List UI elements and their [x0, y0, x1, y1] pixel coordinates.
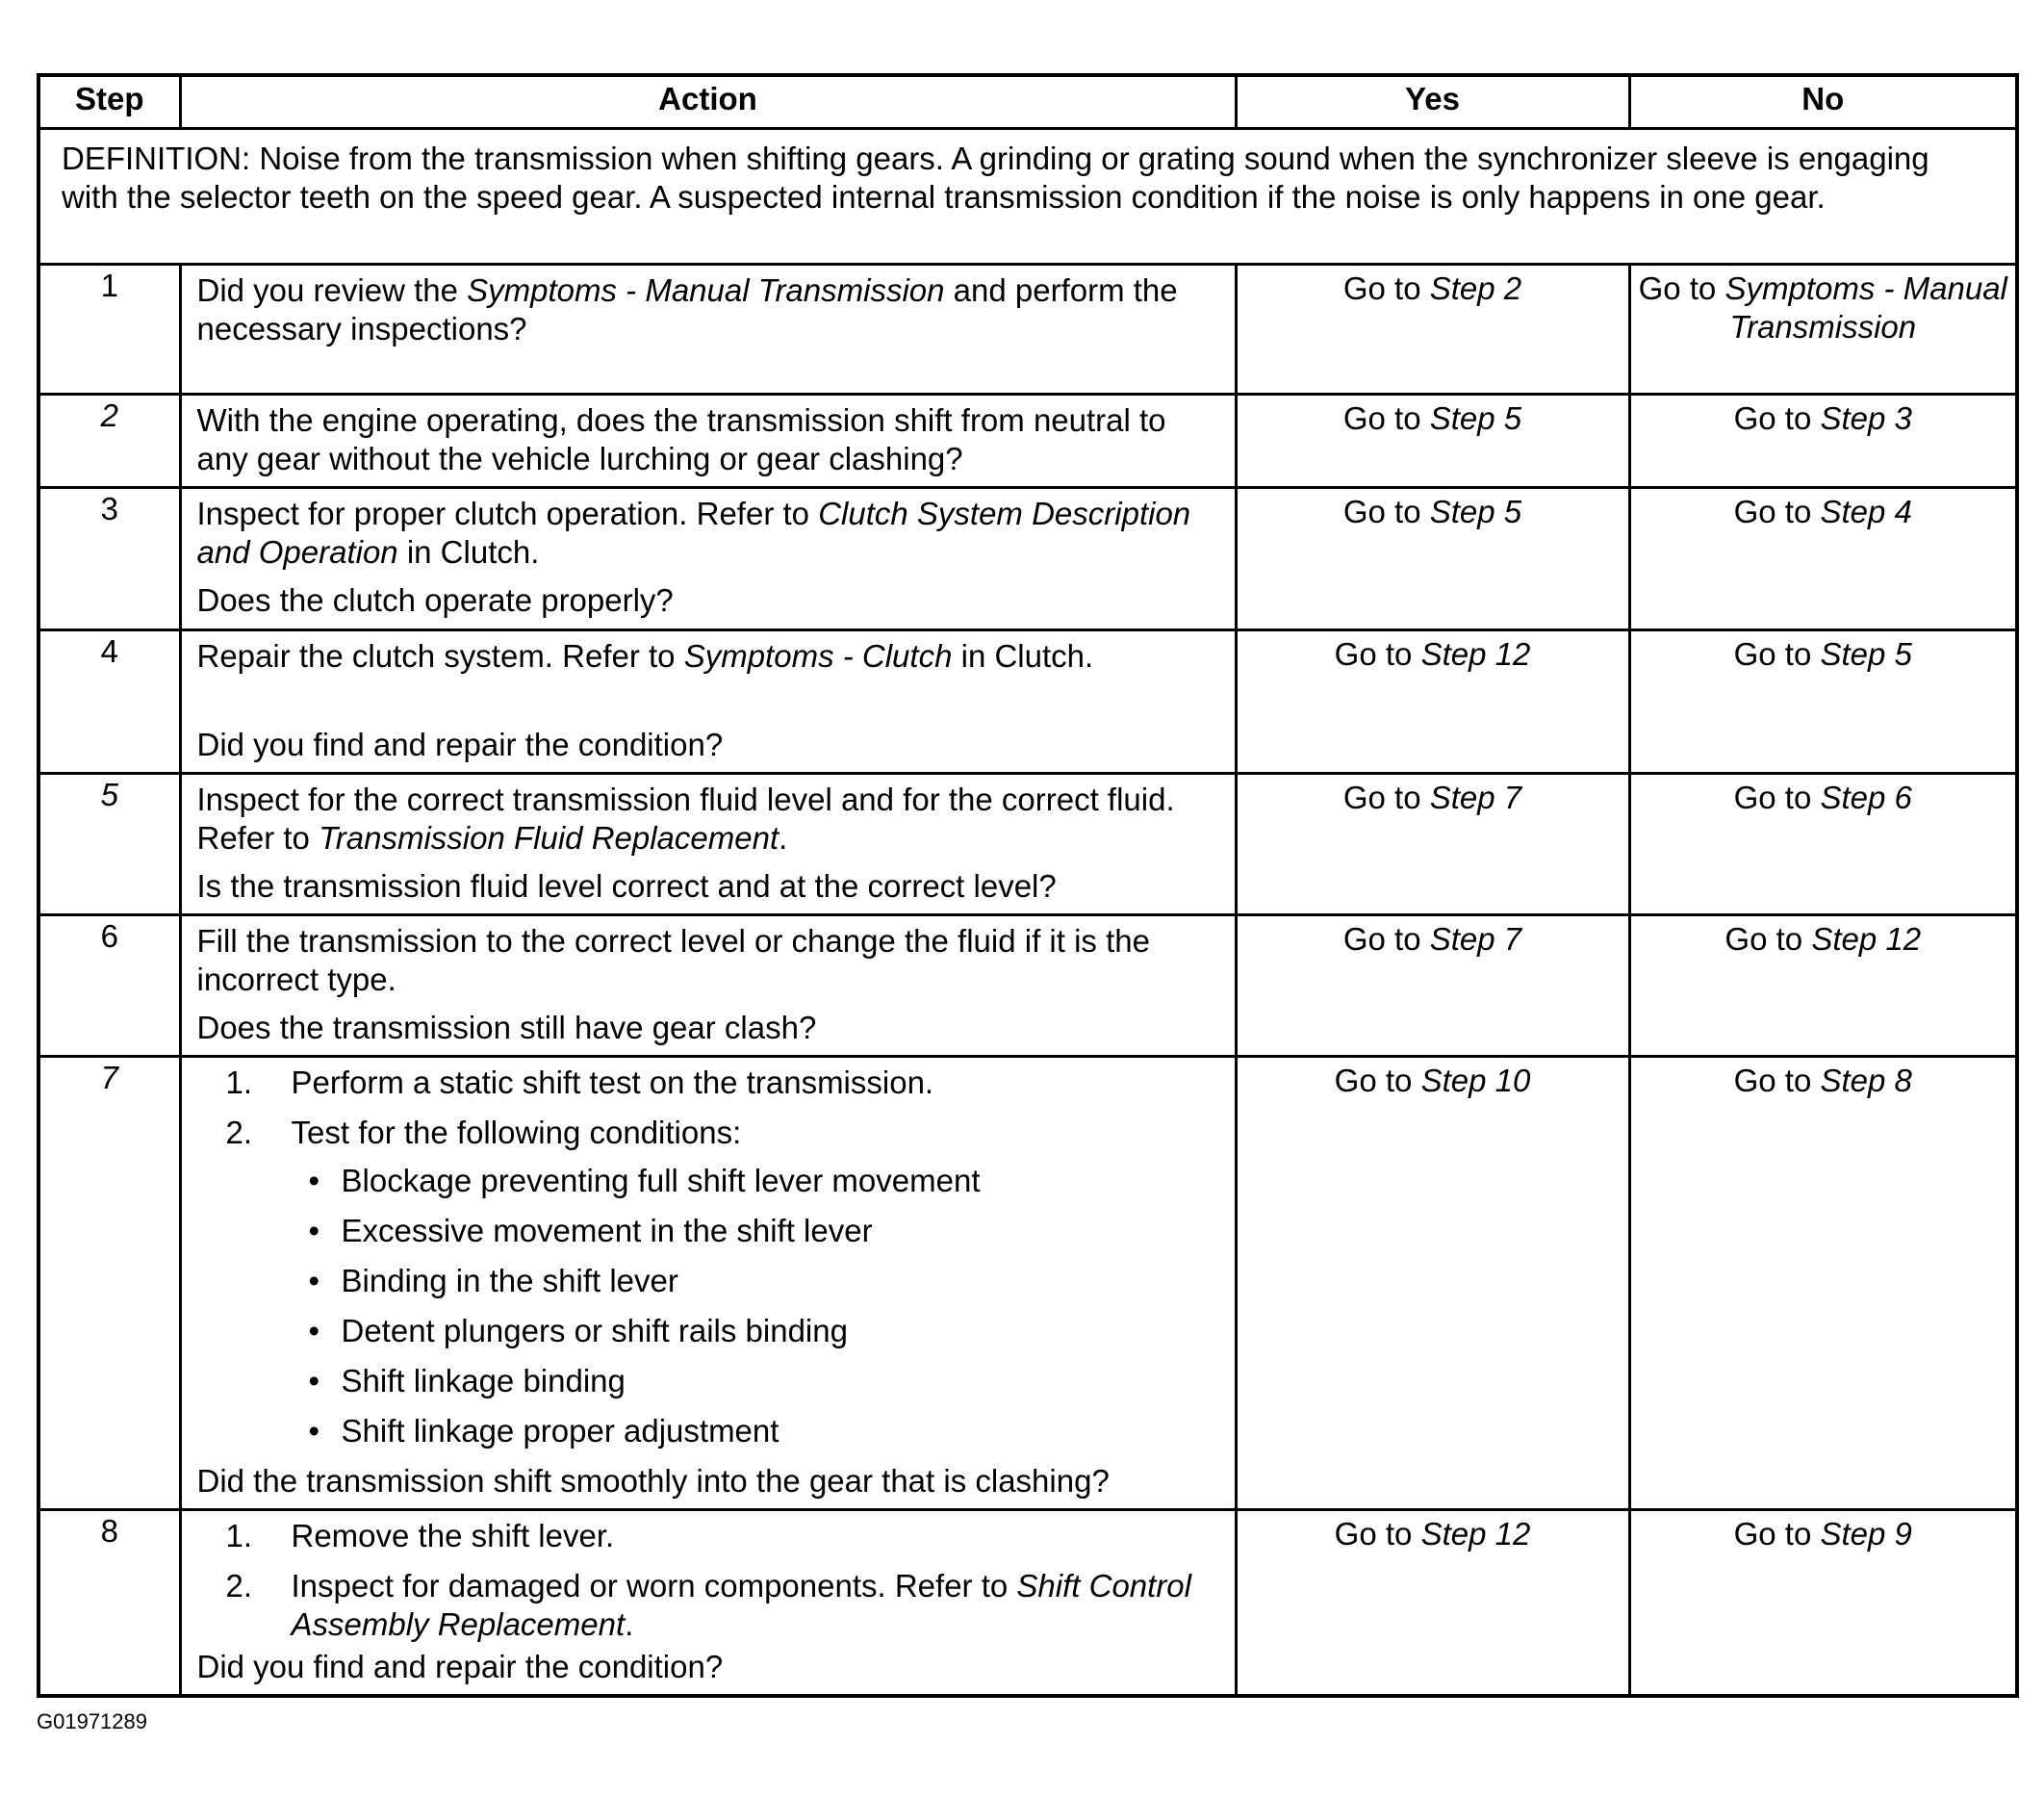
- condition-text: Shift linkage binding: [341, 1363, 626, 1398]
- step-index: 1.: [225, 1065, 253, 1100]
- step-index: 1.: [225, 1518, 253, 1553]
- procedure-step: [197, 1567, 1225, 1644]
- action-cell: [180, 265, 1236, 395]
- no-target: Step 3: [1820, 400, 1912, 436]
- figure-id: G01971289: [37, 1709, 147, 1733]
- condition-item: [292, 1162, 1225, 1200]
- yes-cell: [1236, 774, 1629, 915]
- table-row-step-6: [38, 915, 2017, 1057]
- go-to-label: Go to: [1638, 270, 1725, 306]
- action-cell: [180, 630, 1236, 774]
- action-text: [197, 637, 1225, 676]
- definition-row: [38, 129, 2017, 265]
- go-to-label: Go to: [1342, 494, 1430, 529]
- question-text: Does the transmission still have gear clash?: [196, 1010, 817, 1045]
- yes-cell: [1236, 630, 1629, 774]
- question-text: Is the transmission fluid level correct and at the correct level?: [196, 868, 1057, 904]
- action-cell: [180, 915, 1236, 1057]
- procedure-text: Inspect for damaged or worn components. Refer to: [291, 1568, 1017, 1604]
- action-cell: [180, 395, 1236, 488]
- yes-target: Step 12: [1420, 636, 1531, 672]
- no-cell: [1629, 1057, 2017, 1510]
- action-text: [197, 495, 1225, 572]
- yes-target: Step 12: [1420, 1516, 1531, 1552]
- go-to-label: Go to: [1733, 780, 1821, 815]
- condition-text: Blockage preventing full shift lever movement: [341, 1163, 981, 1198]
- no-cell: [1629, 915, 2017, 1057]
- step-number: 2: [38, 395, 180, 488]
- procedure-text: Perform a static shift test on the transmission.: [291, 1065, 934, 1100]
- go-to-label: Go to: [1733, 400, 1821, 436]
- text-segment: .: [779, 820, 788, 856]
- condition-text: Excessive movement in the shift lever: [341, 1213, 873, 1248]
- go-to-label: Go to: [1334, 636, 1421, 672]
- no-target: Step 6: [1820, 780, 1912, 815]
- no-cell: [1629, 1510, 2017, 1697]
- reference-link: Symptoms - Manual Transmission: [467, 272, 945, 308]
- yes-target: Step 5: [1429, 400, 1522, 436]
- step-number: 4: [38, 630, 180, 774]
- condition-item: [292, 1362, 1225, 1400]
- text-segment: .: [625, 1606, 634, 1642]
- go-to-label: Go to: [1334, 1063, 1421, 1098]
- procedure-text: Test for the following conditions:: [291, 1115, 742, 1150]
- text-segment: in Clutch.: [952, 638, 1094, 674]
- procedure-step: [197, 1064, 1225, 1102]
- question-text: Did the transmission shift smoothly into the gear that is clashing?: [196, 1463, 1110, 1499]
- action-text: [197, 781, 1225, 858]
- yes-target: Step 5: [1429, 494, 1522, 529]
- no-cell: [1629, 774, 2017, 915]
- text-segment: Inspect for proper clutch operation. Refer to: [196, 496, 819, 531]
- header-yes: Yes: [1236, 75, 1629, 129]
- step-index: 2.: [225, 1115, 253, 1150]
- question-text: With the engine operating, does the transmission shift from neutral to any gear without the vehicle lurching or gear clashing?: [196, 402, 1166, 476]
- condition-list: [292, 1162, 1225, 1450]
- condition-text: Binding in the shift lever: [341, 1263, 678, 1298]
- diagnostic-table-container: [37, 73, 2015, 1698]
- action-cell: [180, 488, 1236, 630]
- yes-target: Step 7: [1429, 780, 1522, 815]
- step-number: 7: [38, 1057, 180, 1510]
- yes-cell: [1236, 915, 1629, 1057]
- action-cell: [180, 1057, 1236, 1510]
- step-number: 6: [38, 915, 180, 1057]
- text-segment: Inspect for the correct transmission fluid level and for the correct fluid. Refer to: [196, 782, 1175, 856]
- bullet-icon: •: [308, 1263, 320, 1298]
- yes-target: Step 2: [1429, 270, 1522, 306]
- text-segment: in Clutch.: [397, 534, 540, 570]
- step-number: 1: [38, 265, 180, 395]
- bullet-icon: •: [308, 1413, 320, 1449]
- header-action: Action: [180, 75, 1236, 129]
- question-text: [197, 271, 1225, 348]
- reference-link: Clutch System Description and Operation: [196, 496, 1191, 570]
- condition-text: Detent plungers or shift rails binding: [341, 1313, 848, 1348]
- table-row-step-2: [38, 395, 2017, 488]
- action-text: Fill the transmission to the correct level or change the fluid if it is the incorrect type.: [196, 923, 1150, 997]
- go-to-label: Go to: [1733, 1516, 1821, 1552]
- procedure-list: [197, 1517, 1225, 1644]
- header-step: Step: [38, 75, 180, 129]
- no-cell: [1629, 488, 2017, 630]
- no-target: Symptoms - Manual Transmission: [1725, 270, 2007, 345]
- definition-text: DEFINITION: Noise from the transmission when shifting gears. A grinding or grating sound when the synchronizer sleeve is engaging with the selector teeth on the speed gear. A suspected internal transmission condition if the noise is only happens in one gear.: [38, 129, 2017, 265]
- header-row: [38, 75, 2017, 129]
- table-row-step-8: [38, 1510, 2017, 1697]
- table-row-step-3: [38, 488, 2017, 630]
- go-to-label: Go to: [1342, 921, 1430, 957]
- action-cell: [180, 1510, 1236, 1697]
- go-to-label: Go to: [1733, 494, 1821, 529]
- text-segment: Did you review the: [196, 272, 468, 308]
- go-to-label: Go to: [1334, 1516, 1421, 1552]
- reference-link: Transmission Fluid Replacement: [319, 820, 779, 856]
- condition-item: [292, 1212, 1225, 1250]
- bullet-icon: •: [308, 1313, 320, 1348]
- text-segment: Repair the clutch system. Refer to: [196, 638, 684, 674]
- step-number: 5: [38, 774, 180, 915]
- step-number: 3: [38, 488, 180, 630]
- reference-link: Symptoms - Clutch: [683, 638, 953, 674]
- no-cell: [1629, 630, 2017, 774]
- go-to-label: Go to: [1342, 400, 1430, 436]
- yes-cell: [1236, 395, 1629, 488]
- no-target: Step 8: [1820, 1063, 1912, 1098]
- question-text: Did you find and repair the condition?: [196, 1649, 724, 1684]
- reference-link: Shift Control Assembly Replacement: [291, 1568, 1191, 1642]
- header-no: No: [1629, 75, 2017, 129]
- yes-target: Step 10: [1420, 1063, 1531, 1098]
- no-target: Step 12: [1811, 921, 1922, 957]
- go-to-label: Go to: [1733, 1063, 1821, 1098]
- condition-text: Shift linkage proper adjustment: [341, 1413, 779, 1449]
- go-to-label: Go to: [1342, 270, 1430, 306]
- action-cell: [180, 774, 1236, 915]
- bullet-icon: •: [308, 1363, 320, 1398]
- yes-cell: [1236, 1057, 1629, 1510]
- no-cell: [1629, 395, 2017, 488]
- procedure-text: Remove the shift lever.: [291, 1518, 615, 1553]
- table-row-step-4: [38, 630, 2017, 774]
- yes-target: Step 7: [1429, 921, 1522, 957]
- diagnostic-table: [37, 73, 2019, 1698]
- question-text: Did you find and repair the condition?: [196, 727, 724, 762]
- procedure-step: [197, 1114, 1225, 1450]
- table-row-step-7: [38, 1057, 2017, 1510]
- table-row-step-5: [38, 774, 2017, 915]
- no-target: Step 9: [1820, 1516, 1912, 1552]
- bullet-icon: •: [308, 1163, 320, 1198]
- yes-cell: [1236, 488, 1629, 630]
- no-target: Step 4: [1820, 494, 1912, 529]
- yes-cell: [1236, 1510, 1629, 1697]
- yes-cell: [1236, 265, 1629, 395]
- no-cell: [1629, 265, 2017, 395]
- go-to-label: Go to: [1342, 780, 1430, 815]
- go-to-label: Go to: [1733, 636, 1821, 672]
- procedure-step: [197, 1517, 1225, 1555]
- condition-item: [292, 1262, 1225, 1300]
- condition-item: [292, 1312, 1225, 1350]
- question-text: Does the clutch operate properly?: [196, 582, 674, 618]
- bullet-icon: •: [308, 1213, 320, 1248]
- condition-item: [292, 1412, 1225, 1450]
- table-row-step-1: [38, 265, 2017, 395]
- no-target: Step 5: [1820, 636, 1912, 672]
- step-number: 8: [38, 1510, 180, 1697]
- go-to-label: Go to: [1725, 921, 1812, 957]
- step-index: 2.: [225, 1568, 253, 1604]
- text-segment: and perform the necessary inspections?: [196, 272, 1178, 346]
- procedure-list: [197, 1064, 1225, 1450]
